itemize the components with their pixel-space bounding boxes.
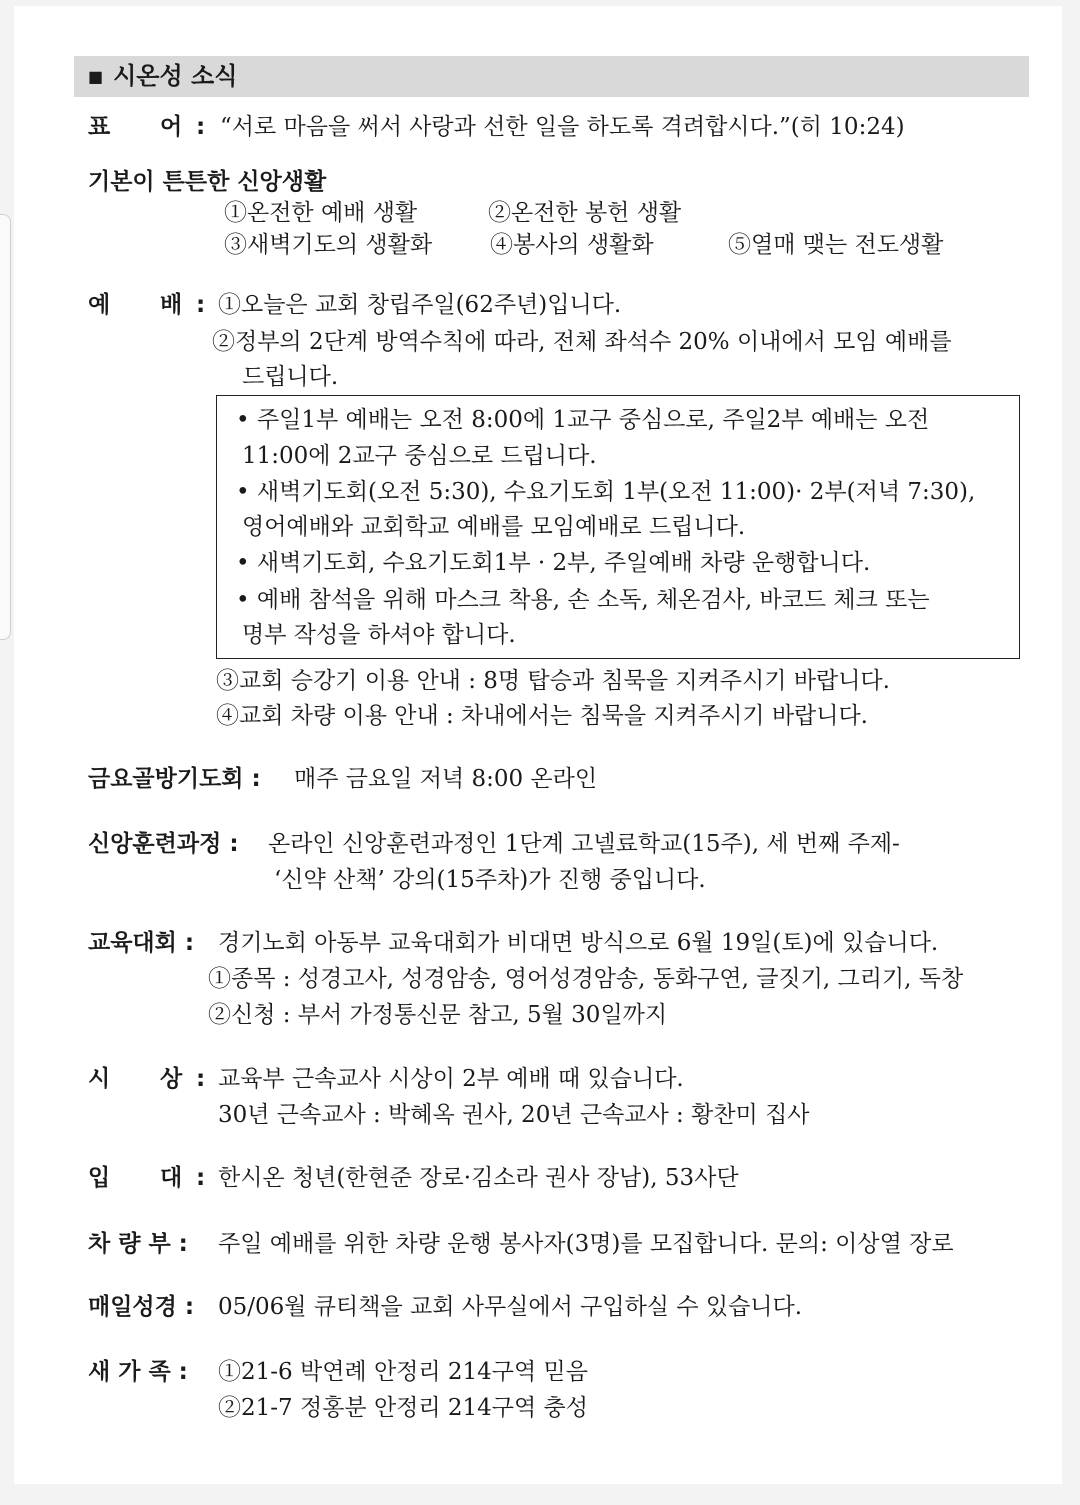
notice-line: • 새벽기도회, 수요기도회1부 · 2부, 주일예배 차량 운행합니다. [236,550,871,576]
section-title: 시온성 소식 [113,62,238,90]
notice-line: 명부 작성을 하셔야 합니다. [242,622,516,648]
notice-line: • 예배 참석을 위해 마스크 착용, 손 소독, 체온검사, 바코드 체크 또는 [236,587,930,613]
basics-item: ②온전한 봉헌 생활 [488,200,682,226]
section-header [74,56,1029,97]
training-line: 온라인 신앙훈련과정인 1단계 고넬료학교(15주), 세 번째 주제- [268,831,900,857]
basics-item: ③새벽기도의 생활화 [224,232,433,258]
enlist-label-b: 대 [160,1165,183,1191]
bible-label: 매일성경 : [88,1294,195,1320]
motto-text: “서로 마음을 써서 사랑과 선한 일을 하도록 격려합시다.”(히 10:24) [220,114,905,140]
worship-line: ③교회 승강기 이용 안내 : 8명 탑승과 침묵을 지켜주시기 바랍니다. [216,668,890,694]
scroll-handle[interactable] [0,214,11,640]
newfamily-label: 새 가 족 : [88,1359,188,1385]
worship-line: ②정부의 2단계 방역수칙에 따라, 전체 좌석수 20% 이내에서 모임 예배를 [212,329,952,355]
notice-line: • 주일1부 예배는 오전 8:00에 1교구 중심으로, 주일2부 예배는 오전 [236,407,930,433]
square-bullet-icon: ■ [88,67,104,86]
enlist-colon: : [196,1165,206,1191]
worship-colon: : [196,292,206,318]
award-line: 30년 근속교사 : 박혜옥 권사, 20년 근속교사 : 황찬미 집사 [218,1102,810,1128]
motto-colon: : [196,114,206,140]
worship-line: ①오늘은 교회 창립주일(62주년)입니다. [218,292,622,318]
training-label: 신앙훈련과정 : [88,831,239,857]
vehicle-label: 차 량 부 : [88,1231,188,1257]
newfamily-line: ①21-6 박연례 안정리 214구역 믿음 [218,1359,588,1385]
worship-line: ④교회 차량 이용 안내 : 차내에서는 침묵을 지켜주시기 바랍니다. [216,703,868,729]
education-label: 교육대회 : [88,930,195,956]
notice-line: 11:00에 2교구 중심으로 드립니다. [242,443,597,469]
motto-label-a: 표 [88,114,111,140]
award-line: 교육부 근속교사 시상이 2부 예배 때 있습니다. [218,1066,684,1092]
award-label-b: 상 [160,1066,183,1092]
newfamily-line: ②21-7 정홍분 안정리 214구역 충성 [218,1395,588,1421]
bible-text: 05/06월 큐티책을 교회 사무실에서 구입하실 수 있습니다. [218,1294,803,1320]
friday-label: 금요골방기도회 : [88,766,261,792]
education-line: 경기노회 아동부 교육대회가 비대면 방식으로 6월 19일(토)에 있습니다. [218,930,939,956]
notice-line: 영어예배와 교회학교 예배를 모임예배로 드립니다. [242,514,746,540]
notice-line: • 새벽기도회(오전 5:30), 수요기도회 1부(오전 11:00)· 2부(저녁 7:30), [236,479,976,505]
enlist-label-a: 입 [88,1165,111,1191]
worship-label-b: 배 [160,292,183,318]
basics-title: 기본이 튼튼한 신앙생활 [88,169,327,195]
award-label-a: 시 [88,1066,111,1092]
enlist-text: 한시온 청년(한현준 장로·김소라 권사 장남), 53사단 [218,1165,739,1191]
basics-item: ⑤열매 맺는 전도생활 [728,232,944,258]
basics-item: ④봉사의 생활화 [490,232,654,258]
training-line: ‘신약 산책’ 강의(15주차)가 진행 중입니다. [274,867,706,893]
education-line: ①종목 : 성경고사, 성경암송, 영어성경암송, 동화구연, 글짓기, 그리기, 독창 [208,966,964,992]
award-colon: : [196,1066,206,1092]
vehicle-text: 주일 예배를 위한 차량 운행 봉사자(3명)를 모집합니다. 문의: 이상열 장로 [218,1231,954,1257]
worship-label-a: 예 [88,292,111,318]
education-line: ②신청 : 부서 가정통신문 참고, 5월 30일까지 [208,1002,668,1028]
basics-item: ①온전한 예배 생활 [224,200,418,226]
friday-text: 매주 금요일 저녁 8:00 온라인 [294,766,598,792]
motto-label-b: 어 [160,114,183,140]
worship-line: 드립니다. [242,364,339,390]
